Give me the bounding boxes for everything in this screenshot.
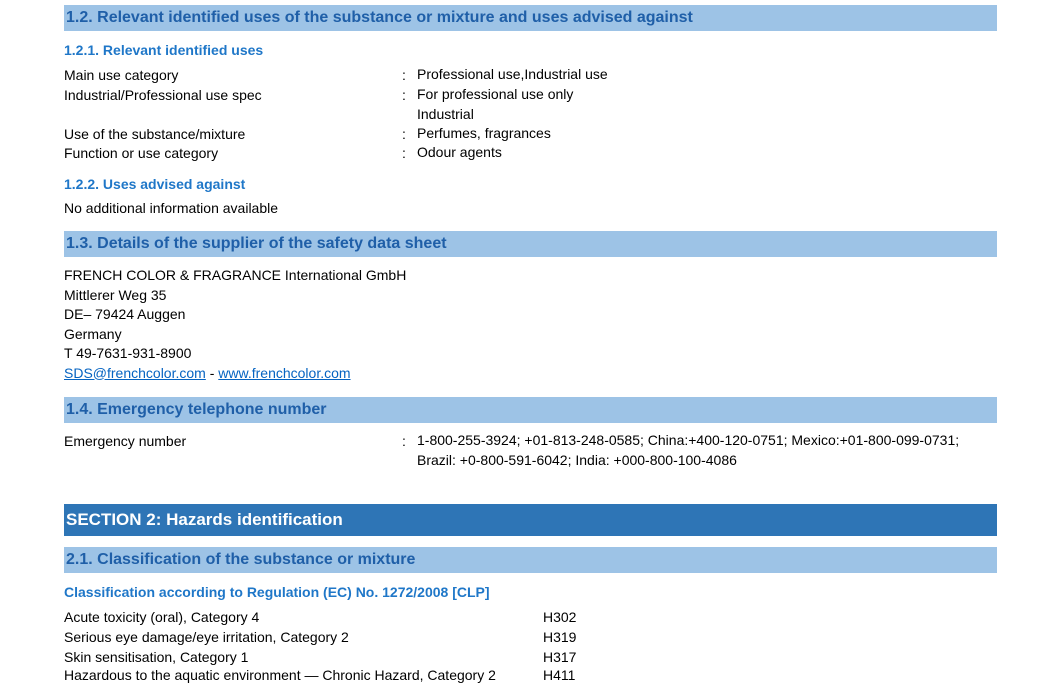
classification-name: Hazardous to the aquatic environment — Chronic Hazard, Category 2 <box>64 667 496 683</box>
colon: : <box>402 126 406 142</box>
subsection-1-2-1-title: 1.2.1. Relevant identified uses <box>64 42 264 58</box>
section-1-3-header: 1.3. Details of the supplier of the safety data sheet <box>64 231 997 257</box>
subsection-1-2-2-title: 1.2.2. Uses advised against <box>64 176 246 192</box>
colon: : <box>402 433 406 449</box>
main-use-category-value <box>417 65 608 85</box>
function-or-use-label: Function or use category <box>64 145 219 161</box>
supplier-street: Mittlerer Weg 35 <box>64 286 167 303</box>
supplier-phone: T 49-7631-931-8900 <box>64 345 192 361</box>
section-1-2-header: 1.2. Relevant identified uses of the substance or mixture and uses advised against <box>64 5 997 31</box>
industrial-professional-use-value <box>417 85 573 124</box>
link-separator: - <box>209 364 215 381</box>
main-use-category-label: Main use category <box>64 67 179 83</box>
value-line: Odour agents <box>417 144 502 160</box>
hazard-code: H317 <box>543 649 577 665</box>
hazard-code: H302 <box>543 609 577 625</box>
industrial-professional-use-label: Industrial/Professional use spec <box>64 87 262 103</box>
emergency-number-label: Emergency number <box>64 433 187 449</box>
colon: : <box>402 145 406 161</box>
uses-advised-against-text: No additional information available <box>64 200 279 216</box>
use-of-substance-value <box>417 124 551 144</box>
colon: : <box>402 67 406 83</box>
value-line: Industrial <box>417 105 474 122</box>
value-line: Professional use,Industrial use <box>417 66 608 82</box>
classification-name: Skin sensitisation, Category 1 <box>64 649 249 665</box>
classification-name: Acute toxicity (oral), Category 4 <box>64 609 260 625</box>
value-line: 1-800-255-3924; +01-813-248-0585; China:+400-120-0751; Mexico:+01-800-099-0731; <box>417 432 960 448</box>
emergency-number-value <box>417 431 959 470</box>
value-line: Brazil: +0-800-591-6042; India: +000-800-100-4086 <box>417 451 737 468</box>
section-2-1-header: 2.1. Classification of the substance or mixture <box>64 547 997 573</box>
email-link[interactable]: SDS@frenchcolor.com <box>64 364 206 381</box>
website-link[interactable]: www.frenchcolor.com <box>218 364 351 381</box>
classification-name: Serious eye damage/eye irritation, Category 2 <box>64 629 349 645</box>
section-2-header: SECTION 2: Hazards identification <box>64 504 997 536</box>
supplier-address <box>64 266 406 383</box>
hazard-code: H411 <box>543 667 576 683</box>
colon: : <box>402 87 406 103</box>
section-1-4-header: 1.4. Emergency telephone number <box>64 397 997 423</box>
use-of-substance-label: Use of the substance/mixture <box>64 126 246 142</box>
hazard-code: H319 <box>543 629 577 645</box>
function-or-use-value <box>417 143 502 163</box>
clp-classification-title: Classification according to Regulation (EC) No. 1272/2008 [CLP] <box>64 584 490 600</box>
supplier-name: FRENCH COLOR & FRAGRANCE International GmbH <box>64 267 407 283</box>
supplier-city: DE– 79424 Auggen <box>64 306 186 322</box>
value-line: For professional use only <box>417 86 574 102</box>
value-line: Perfumes, fragrances <box>417 125 551 141</box>
supplier-contact-line <box>64 364 406 384</box>
supplier-country: Germany <box>64 325 122 342</box>
